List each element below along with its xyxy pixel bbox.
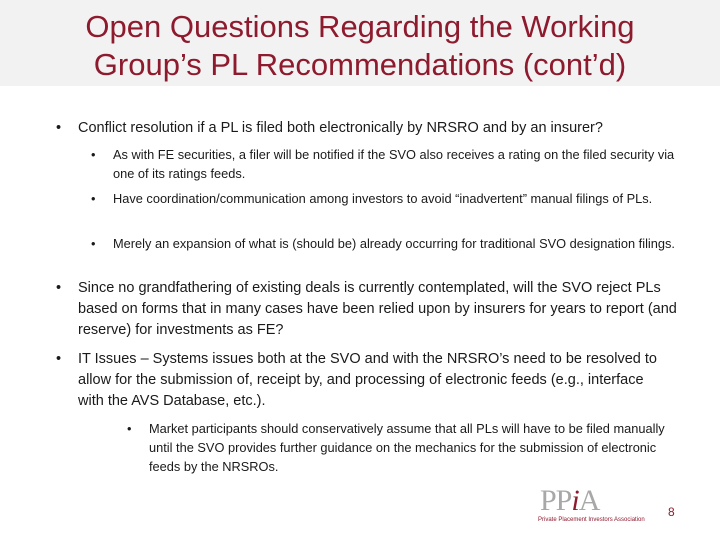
ppia-logo-tagline: Private Placement Investors Association: [538, 517, 645, 523]
bullet-dot: •: [91, 236, 96, 251]
slide-title-line-1: Open Questions Regarding the Working: [85, 9, 635, 44]
bullet-text: Have coordination/communication among investors to avoid “inadvertent” manual filings of PLs.: [113, 191, 653, 206]
sub-bullet-item: [91, 145, 688, 183]
bullet-item: [56, 278, 690, 341]
bullet-item: [56, 349, 672, 412]
bullet-text: Conflict resolution if a PL is filed both electronically by NRSRO and by an insurer?: [78, 120, 603, 136]
bullet-dot: •: [91, 147, 96, 162]
page-number: 8: [668, 505, 675, 519]
slide-title-line-2: Group’s PL Recommendations (cont’d): [93, 47, 627, 82]
bullet-dot: •: [91, 191, 96, 206]
sub-bullet-item: [91, 234, 688, 253]
bullet-dot: •: [56, 120, 62, 136]
bullet-text: IT Issues – Systems issues both at the SVO and with the NRSRO’s need to be resolved to allow for the submission of, receipt by, and processing of electronic feeds (e.g., interface with the AVS Database, etc.).: [78, 351, 657, 409]
bullet-item: [56, 118, 708, 139]
bullet-dot: •: [56, 280, 62, 296]
bullet-dot: •: [127, 421, 132, 436]
bullet-text: Merely an expansion of what is (should be) already occurring for traditional SVO designation filings.: [113, 236, 675, 251]
bullet-text: Since no grandfathering of existing deals is currently contemplated, will the SVO reject PLs based on forms that in many cases have been relied upon by insurers for years to report (and reserve) for investments as FE?: [78, 280, 677, 338]
bullet-text: Market participants should conservatively assume that all PLs will have to be filed manually until the SVO provides further guidance on the mechanics for the submission of electronic feeds by the NRSROs.: [149, 421, 665, 474]
ppia-logo-mark: PPiA: [540, 484, 600, 517]
sub-bullet-item: [127, 419, 685, 476]
sub-bullet-item: [91, 189, 688, 208]
ppia-logo: [536, 486, 656, 528]
bullet-text: As with FE securities, a filer will be notified if the SVO also receives a rating on the filed security via one of its ratings feeds.: [113, 147, 675, 181]
bullet-dot: •: [56, 351, 62, 367]
